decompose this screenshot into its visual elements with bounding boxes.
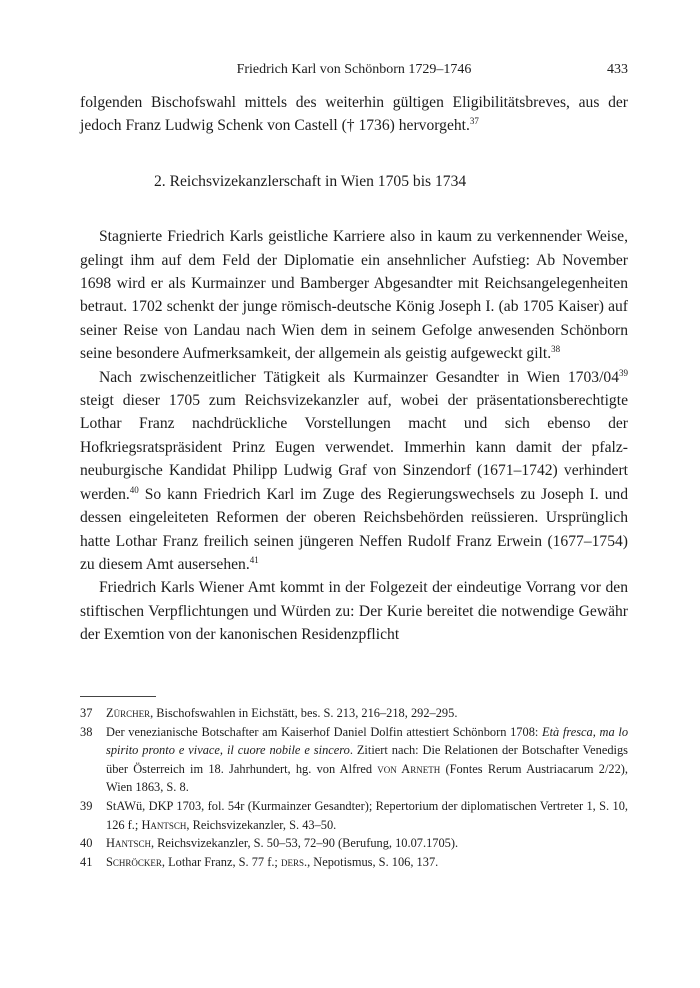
author-name: ders. [280,854,308,869]
page-number: 433 [607,62,628,77]
paragraph-text: Friedrich Karls Wiener Amt kommt in der Folgezeit der eindeutige Vorrang vor den stiftischen Verpflichtungen und Würden zu: Der Kurie bereitet die notwendige Gewähr der Exemtion von der kanonischen Residenzpflicht [80,579,628,644]
paragraph [80,576,628,646]
author-name: Hantsch [106,836,151,851]
author-name: Schröcker [106,854,162,869]
author-name: Hantsch [141,817,187,832]
footnote-number: 41 [80,854,93,869]
footnote-text: , Lothar Franz, S. 77 f.; [161,854,281,869]
paragraph [80,91,628,138]
footnote-text: , Bischofswahlen in Eichstätt, bes. S. 213, 216–218, 292–295. [150,706,458,720]
footnote-text: , Nepotismus, S. 106, 137. [307,854,439,869]
footnote-number: 39 [80,798,93,813]
footnote-ref[interactable]: 41 [249,554,259,565]
author-name: Zürcher [106,706,151,720]
footnote-number: 38 [80,724,93,739]
footnotes [80,704,628,871]
footnote-40 [80,834,628,853]
footnote-41 [80,853,628,872]
paragraph [80,225,628,365]
paragraph-text: steigt dieser 1705 zum Reichsvizekanzler auf, wobei der präsentationsberechtigte Lothar Franz nachdrückliche Vorstellungen macht und sich ebenso der Hofkriegsratspräsident Prinz Eugen verwendet. Immerhin kann damit der pfalz-neuburgische Kandidat Philipp Ludwig Graf von Sinzendorf (1671–1742) verhindert werden. [80,392,628,503]
main-text [80,91,628,647]
footnote-ref[interactable]: 40 [129,484,139,495]
footnote-number: 37 [80,706,93,720]
footnote-number: 40 [80,836,93,851]
footnote-text: , Reichsvizekanzler, S. 43–50. [186,817,337,832]
footnote-text: . Zitiert nach: Die Relationen der Botschafter Venedigs über Österreich im 18. Jahrhundert, hg. von Alfred [106,743,628,776]
footnote-ref[interactable]: 38 [551,344,561,355]
paragraph-text: Stagnierte Friedrich Karls geistliche Karriere also in kaum zu verkennender Weise, gelingt ihm auf dem Feld der Diplomatie ein ansehnlicher Aufstieg: Ab November 1698 wird er als Kurmainzer und Bamberger Abgesandter mit Reichsangelegenheiten betraut. 1702 schenkt der junge römisch-deutsche König Joseph I. (ab 1705 Kaiser) auf seiner Reise von Landau nach Wien dem in seinem Gefolge anwesenden Schönborn seine besondere Aufmerksamkeit, der allgemein als geistig aufgeweckt gilt. [80,228,628,363]
footnote-text: StAWü, DKP 1703, fol. 54r (Kurmainzer Gesandter); Repertorium der diplomatischen Vertreter 1, S. 10, 126 f.; [106,798,628,832]
paragraph-text: So kann Friedrich Karl im Zuge des Regierungswechsels zu Joseph I. und dessen eingeleiteten Reformen der oberen Reichsbehörden reüssieren. Ursprünglich hatte Lothar Franz freilich seinen jüngeren Neffen Rudolf Franz Erwein (1677–1754) zu diesem Amt ausersehen. [80,485,628,573]
running-head [80,62,628,82]
editor-name: von Arneth [377,761,441,776]
paragraph-text: folgenden Bischofswahl mittels des weiterhin gültigen Eligibilitätsbreves, aus der jedoch Franz Ludwig Schenk von Castell († 1736) hervorgeht. [80,94,628,135]
footnote-37 [80,704,628,723]
footnote-text: Der venezianische Botschafter am Kaiserhof Daniel Dolfin attestiert Schönborn 1708: [106,724,543,739]
footnote-ref[interactable]: 37 [469,116,479,127]
paragraph [80,366,628,577]
footnote-38 [80,723,628,797]
footnote-39 [80,797,628,834]
running-title: Friedrich Karl von Schönborn 1729–1746 [236,62,472,77]
footnote-divider [80,696,156,697]
section-heading: 2. Reichsvizekanzlerschaft in Wien 1705 bis 1734 [154,172,467,190]
footnote-text: , Reichsvizekanzler, S. 50–53, 72–90 (Berufung, 10.07.1705). [150,836,459,851]
footnote-ref[interactable]: 39 [619,367,628,378]
quotation: Età fresca, ma lo spirito pronto e vivace, il cuore nobile e sincero [106,724,629,758]
footnote-text: (Fontes Rerum Austriacarum 2/22), Wien 1863, S. 8. [106,761,628,795]
paragraph-text: Nach zwischenzeitlicher Tätigkeit als Kurmainzer Gesandter in Wien 1703/04 [99,368,619,386]
